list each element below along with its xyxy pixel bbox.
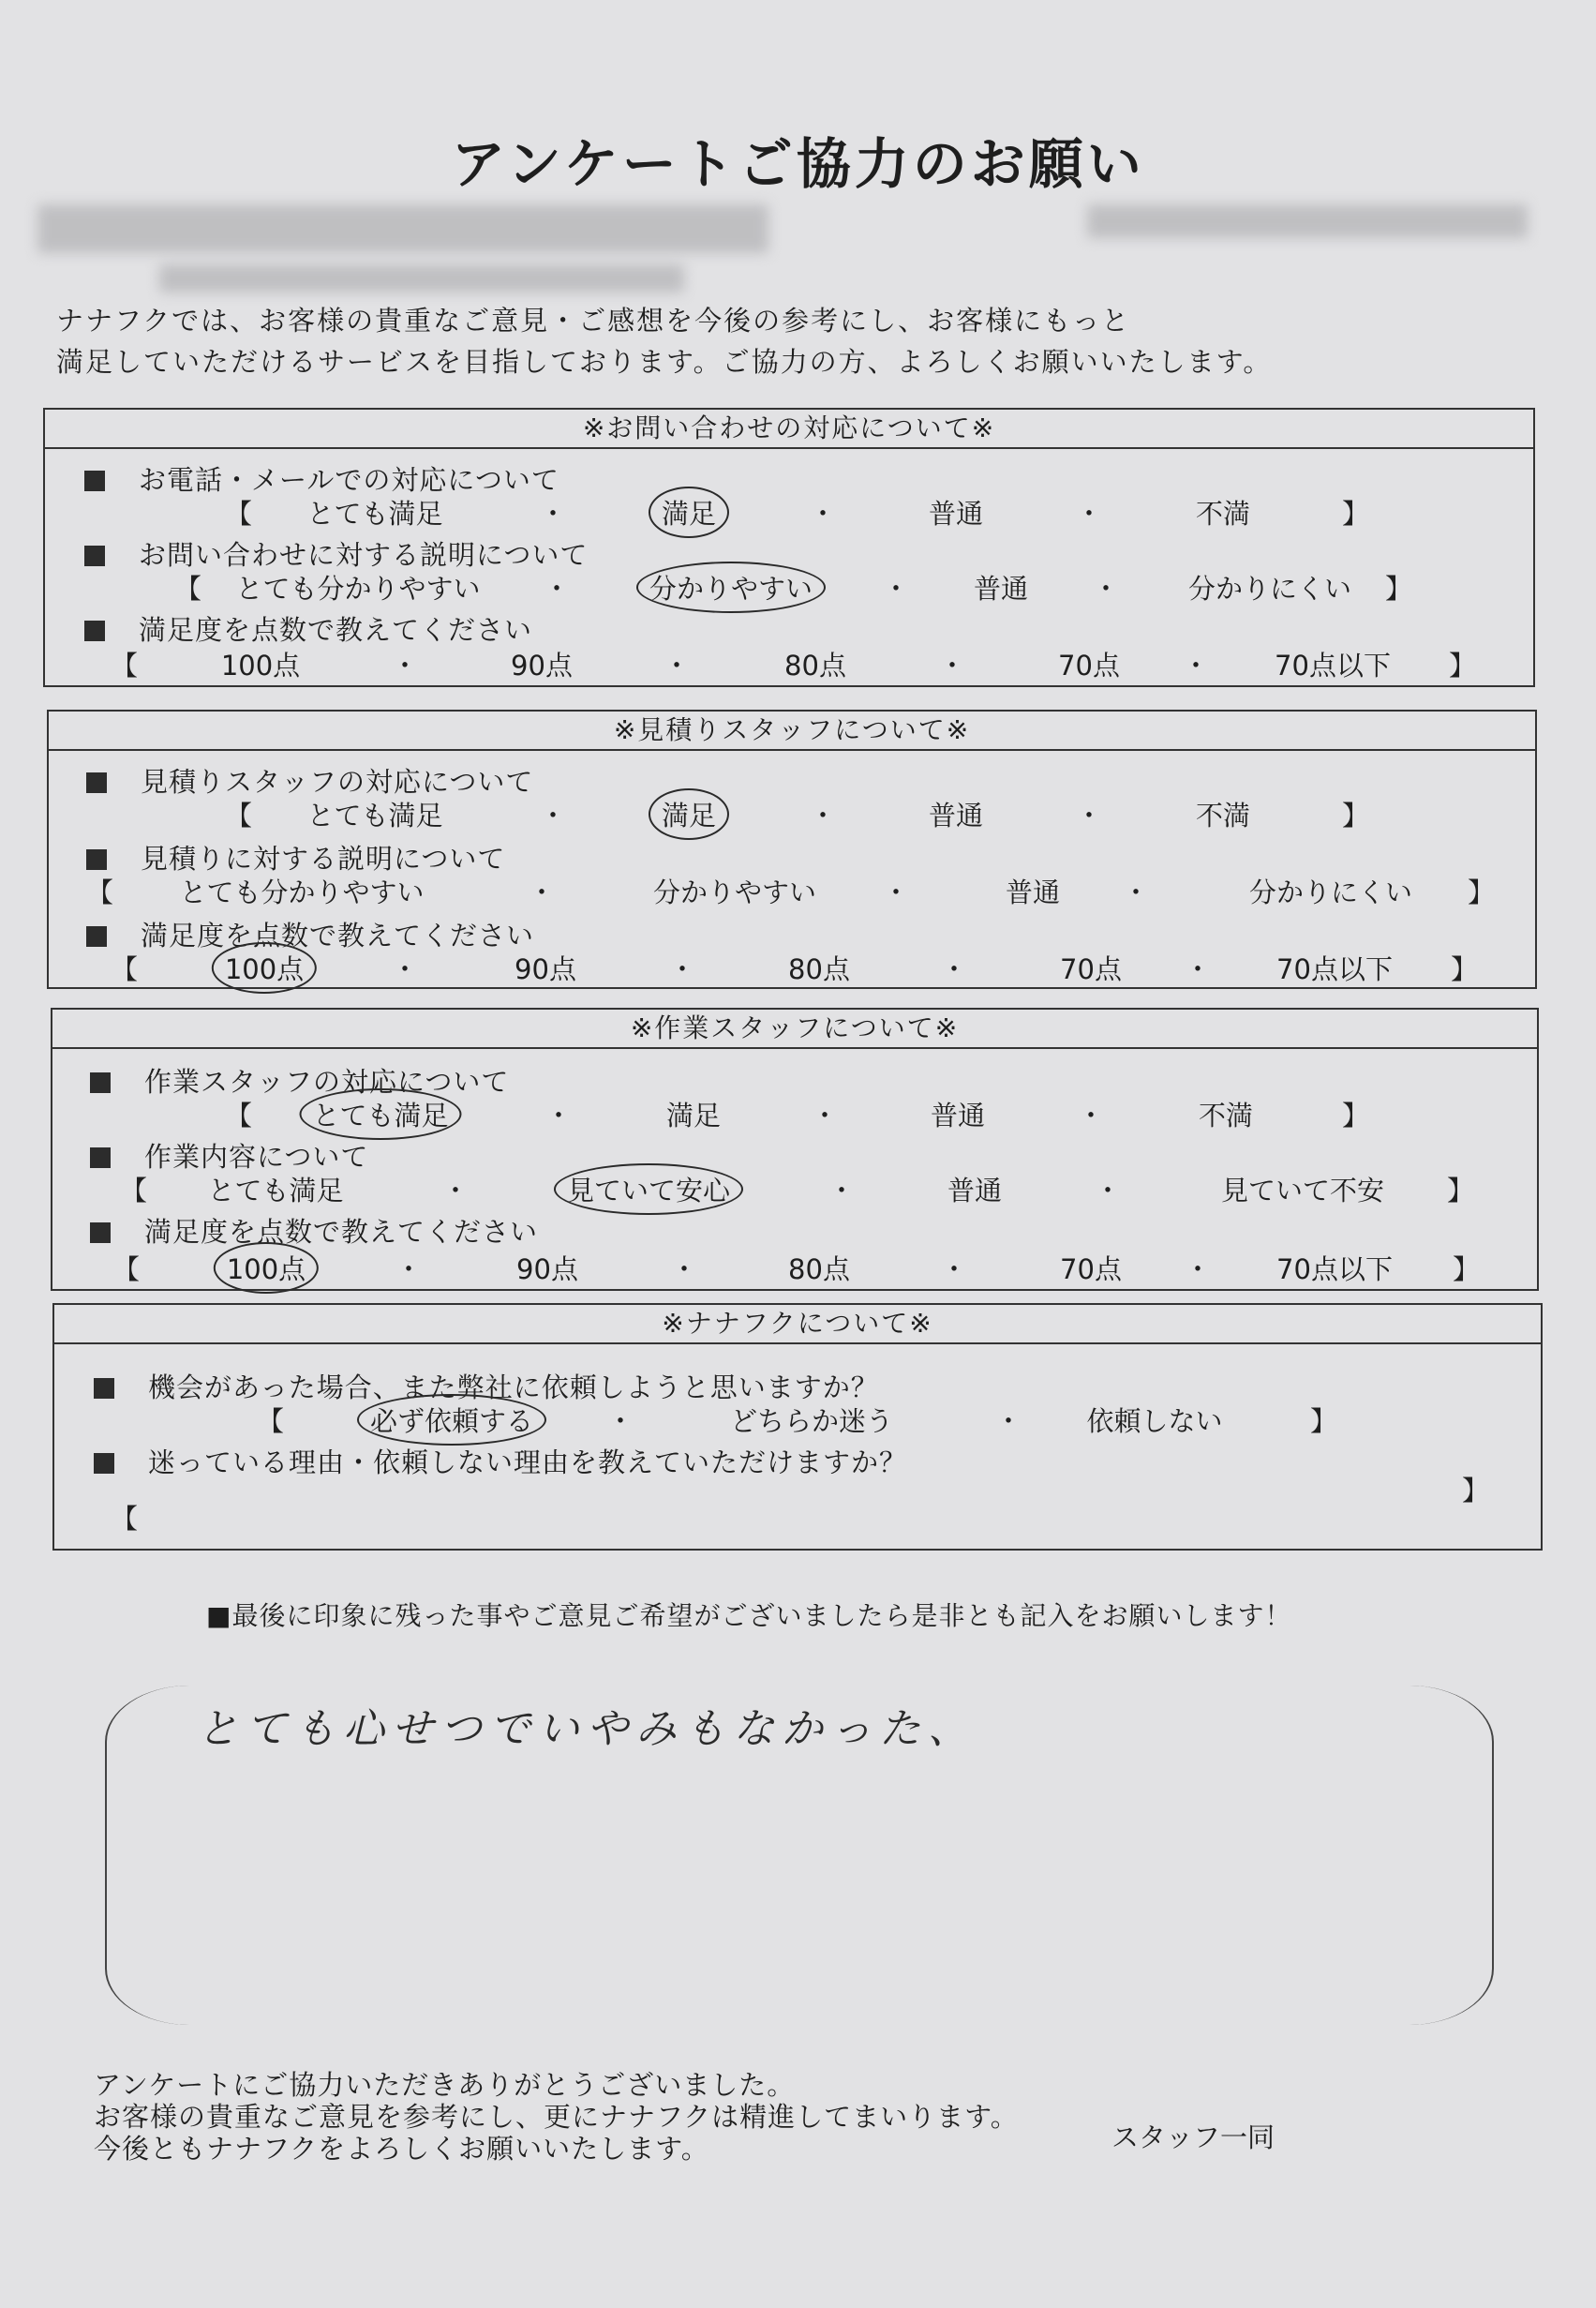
staff-signature: スタッフ一同 [1111, 2121, 1275, 2153]
option-satisfied[interactable]: 満足 [665, 1100, 722, 1132]
separator-dot: ・ [543, 573, 571, 605]
bracket-open: 【 [120, 1175, 148, 1206]
separator-dot: ・ [994, 1405, 1022, 1437]
option-score-90[interactable]: 90点 [516, 1253, 578, 1285]
question-label: 機会があった場合、また弊社に依頼しようと思いますか？ [94, 1367, 879, 1405]
option-score-70[interactable]: 70点 [1058, 650, 1120, 682]
bracket-close: 】 [1342, 800, 1370, 832]
separator-dot: ・ [1184, 1253, 1212, 1285]
option-score-100[interactable]: 100点 [225, 949, 304, 987]
question-label: 作業内容について [90, 1136, 368, 1175]
page-title: アンケートご協力のお願い [451, 132, 1145, 196]
separator-dot: ・ [1075, 800, 1103, 832]
question-label: 見積りに対する説明について [86, 838, 505, 877]
section-heading: ※作業スタッフについて※ [52, 1010, 1537, 1049]
option-dissatisfied[interactable]: 不満 [1198, 1100, 1254, 1132]
option-score-below-70[interactable]: 70点以下 [1275, 650, 1391, 682]
option-anxious[interactable]: 見ていて不安 [1220, 1175, 1385, 1206]
separator-dot: ・ [809, 498, 837, 530]
bracket-close: 】 [1449, 650, 1477, 682]
separator-dot: ・ [940, 953, 968, 985]
separator-dot: ・ [606, 1405, 634, 1437]
intro-line-2: 満足していただけるサービスを目指しております。ご協力の方、よろしくお願いいたします。 [56, 346, 1273, 378]
section-heading: ※ナナフクについて※ [54, 1305, 1541, 1344]
bracket-open: 【 [225, 498, 253, 530]
separator-dot: ・ [882, 877, 910, 908]
separator-dot: ・ [528, 877, 556, 908]
section-heading: ※見積りスタッフについて※ [49, 712, 1535, 751]
option-hard[interactable]: 分かりにくい [1187, 573, 1352, 605]
option-dissatisfied[interactable]: 不満 [1195, 800, 1251, 832]
bracket-open: 【 [112, 1253, 141, 1285]
separator-dot: ・ [1182, 650, 1210, 682]
bracket-close: 】 [1310, 1405, 1338, 1437]
option-score-80[interactable]: 80点 [788, 1253, 850, 1285]
bracket-close: 】 [1462, 1475, 1490, 1506]
separator-dot: ・ [670, 1253, 698, 1285]
bracket-close: 】 [1451, 953, 1479, 985]
question-label: 見積りスタッフの対応について [86, 761, 533, 800]
bracket-open: 【 [111, 1503, 139, 1535]
option-normal[interactable]: 普通 [947, 1175, 1003, 1206]
bracket-open: 【 [174, 573, 202, 605]
separator-dot: ・ [395, 1253, 423, 1285]
section-heading: ※お問い合わせの対応について※ [45, 410, 1533, 449]
redacted-date [1087, 204, 1528, 238]
option-very-satisfied[interactable]: とても満足 [207, 1175, 344, 1206]
option-normal[interactable]: 普通 [973, 573, 1029, 605]
bracket-close: 】 [1342, 498, 1370, 530]
closing-line-1: アンケートにご協力いただきありがとうございました。 [94, 2069, 796, 2101]
question-label: お電話・メールでの対応について [84, 459, 559, 498]
question-label: 迷っている理由・依頼しない理由を教えていただけますか？ [94, 1442, 907, 1480]
option-score-100[interactable]: 100点 [227, 1249, 306, 1287]
redacted-customer-address [159, 264, 684, 292]
option-score-90[interactable]: 90点 [511, 650, 573, 682]
option-undecided[interactable]: どちらか迷う [729, 1405, 894, 1437]
question-label: 満足度を点数で教えてください [84, 609, 532, 648]
bracket-open: 【 [111, 650, 139, 682]
bracket-open: 【 [225, 800, 253, 832]
closing-line-2: お客様の貴重なご意見を参考にし、更にナナフクは精進してまいります。 [94, 2101, 1019, 2133]
separator-dot: ・ [1122, 877, 1150, 908]
reason-answer-field[interactable] [159, 1498, 1453, 1532]
separator-dot: ・ [539, 498, 567, 530]
question-label: お問い合わせに対する説明について [84, 534, 588, 573]
option-score-70[interactable]: 70点 [1060, 1253, 1122, 1285]
option-normal[interactable]: 普通 [1005, 877, 1061, 908]
separator-dot: ・ [539, 800, 567, 832]
separator-dot: ・ [663, 650, 691, 682]
intro-line-1: ナナフクでは、お客様の貴重なご意見・ご感想を今後の参考にし、お客様にもっと [56, 305, 1131, 337]
option-score-below-70[interactable]: 70点以下 [1276, 953, 1393, 985]
question-label: 満足度を点数で教えてください [86, 915, 534, 953]
option-definitely-request[interactable]: 必ず依頼する [370, 1401, 533, 1439]
separator-dot: ・ [1184, 953, 1212, 985]
option-score-80[interactable]: 80点 [788, 953, 850, 985]
bracket-close: 】 [1385, 573, 1413, 605]
option-normal[interactable]: 普通 [928, 498, 984, 530]
option-easy[interactable]: 分かりやすい [649, 568, 813, 607]
option-satisfied[interactable]: 満足 [662, 493, 716, 532]
separator-dot: ・ [1077, 1100, 1105, 1132]
option-reassured[interactable]: 見ていて安心 [567, 1170, 730, 1208]
option-normal[interactable]: 普通 [930, 1100, 986, 1132]
bracket-close: 】 [1342, 1100, 1370, 1132]
bracket-close: 】 [1447, 1175, 1475, 1206]
separator-dot: ・ [668, 953, 696, 985]
option-very-satisfied[interactable]: とても満足 [306, 498, 443, 530]
option-dissatisfied[interactable]: 不満 [1195, 498, 1251, 530]
option-very-satisfied[interactable]: とても満足 [312, 1095, 448, 1133]
bracket-open: 【 [225, 1100, 253, 1132]
remarks-prompt: ■最後に印象に残った事やご意見ご希望がございましたら是非とも記入をお願いします！ [206, 1600, 1292, 1631]
option-very-easy[interactable]: とても分かりやすい [179, 877, 425, 908]
separator-dot: ・ [391, 953, 419, 985]
separator-dot: ・ [391, 650, 419, 682]
bracket-open: 【 [257, 1405, 285, 1437]
separator-dot: ・ [1092, 573, 1120, 605]
bracket-open: 【 [86, 877, 114, 908]
remarks-handwritten: とても心せつでいやみもなかった、 [197, 1705, 977, 1753]
separator-dot: ・ [1094, 1175, 1122, 1206]
question-label: 満足度を点数で教えてください [90, 1211, 538, 1250]
separator-dot: ・ [940, 1253, 968, 1285]
option-score-70[interactable]: 70点 [1060, 953, 1122, 985]
option-score-below-70[interactable]: 70点以下 [1276, 1253, 1393, 1285]
separator-dot: ・ [811, 1100, 839, 1132]
option-very-satisfied[interactable]: とても満足 [306, 800, 443, 832]
closing-line-3: 今後ともナナフクをよろしくお願いいたします。 [94, 2133, 709, 2165]
separator-dot: ・ [882, 573, 910, 605]
separator-dot: ・ [1075, 498, 1103, 530]
option-easy[interactable]: 分かりやすい [652, 877, 817, 908]
question-label: 作業スタッフの対応について [90, 1061, 509, 1100]
separator-dot: ・ [938, 650, 966, 682]
option-hard[interactable]: 分かりにくい [1248, 877, 1413, 908]
separator-dot: ・ [809, 800, 837, 832]
option-satisfied[interactable]: 満足 [662, 795, 716, 833]
bracket-open: 【 [111, 953, 139, 985]
bracket-close: 】 [1453, 1253, 1481, 1285]
separator-dot: ・ [828, 1175, 856, 1206]
separator-dot: ・ [441, 1175, 470, 1206]
option-normal[interactable]: 普通 [928, 800, 984, 832]
separator-dot: ・ [544, 1100, 573, 1132]
option-score-80[interactable]: 80点 [784, 650, 846, 682]
redacted-customer-name [37, 204, 768, 253]
bracket-close: 】 [1468, 877, 1496, 908]
option-score-90[interactable]: 90点 [515, 953, 576, 985]
option-no-request[interactable]: 依頼しない [1086, 1405, 1223, 1437]
option-very-easy[interactable]: とても分かりやすい [235, 573, 481, 605]
option-score-100[interactable]: 100点 [220, 650, 301, 682]
